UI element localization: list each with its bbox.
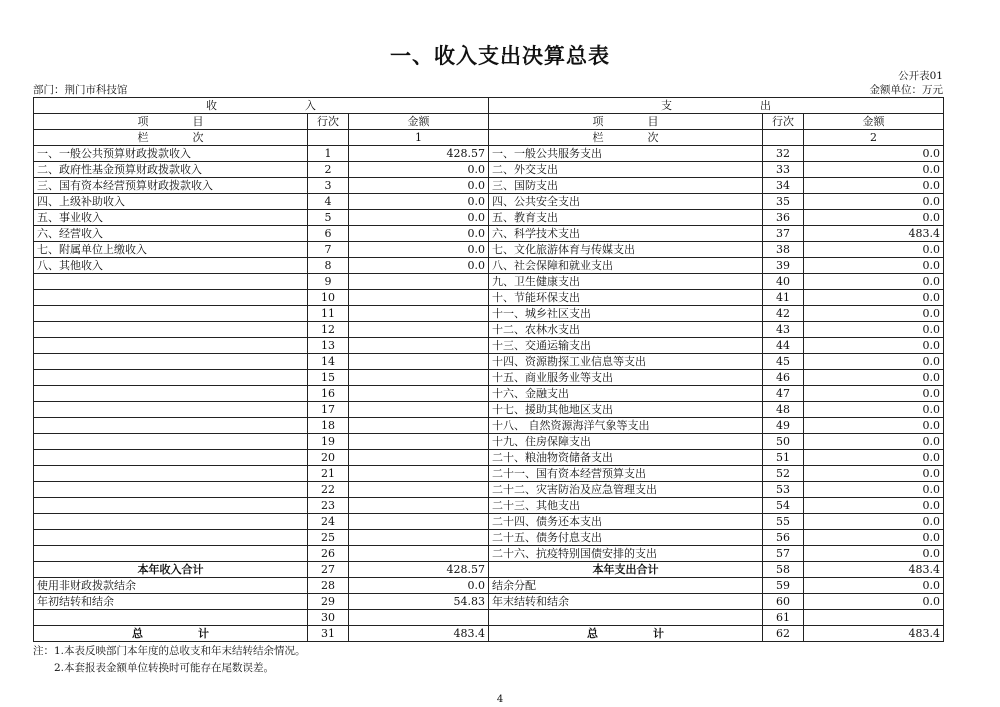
income-amount xyxy=(349,450,489,466)
table-row xyxy=(34,274,944,290)
income-amount xyxy=(349,370,489,386)
income-line-no: 12 xyxy=(308,322,349,338)
nonfiscal-amount: 0.0 xyxy=(349,578,489,594)
expense-line-no: 40 xyxy=(763,274,804,290)
expense-line-no: 51 xyxy=(763,450,804,466)
expense-amount: 0.0 xyxy=(804,210,944,226)
income-item xyxy=(34,274,308,290)
expense-line-no: 54 xyxy=(763,498,804,514)
table-row xyxy=(34,386,944,402)
expense-column-blank xyxy=(763,130,804,146)
table-row xyxy=(34,290,944,306)
expense-line-no: 34 xyxy=(763,178,804,194)
page-title: 一、收入支出决算总表 xyxy=(390,44,610,68)
income-amount: 0.0 xyxy=(349,210,489,226)
table-row xyxy=(34,434,944,450)
income-amount xyxy=(349,354,489,370)
income-lineno-header: 行次 xyxy=(308,114,349,130)
expense-column-label: 栏 次 xyxy=(489,130,763,146)
income-line-no: 15 xyxy=(308,370,349,386)
income-item xyxy=(34,402,308,418)
income-item xyxy=(34,370,308,386)
income-amount: 0.0 xyxy=(349,226,489,242)
expense-line-no: 44 xyxy=(763,338,804,354)
income-item: 四、上级补助收入 xyxy=(34,194,308,210)
table-row xyxy=(34,530,944,546)
expense-item: 七、文化旅游体育与传媒支出 xyxy=(489,242,763,258)
expense-item-header: 项 目 xyxy=(489,114,763,130)
income-item xyxy=(34,354,308,370)
income-column-number: 1 xyxy=(349,130,489,146)
expense-amount: 0.0 xyxy=(804,162,944,178)
income-line-no: 16 xyxy=(308,386,349,402)
income-line-no: 17 xyxy=(308,402,349,418)
expense-line-no: 35 xyxy=(763,194,804,210)
table-row xyxy=(34,450,944,466)
expense-line-no: 50 xyxy=(763,434,804,450)
expense-item: 二十、粮油物资储备支出 xyxy=(489,450,763,466)
income-line-no: 7 xyxy=(308,242,349,258)
income-amount xyxy=(349,498,489,514)
expense-column-number: 2 xyxy=(804,130,944,146)
table-row xyxy=(34,338,944,354)
income-item xyxy=(34,450,308,466)
income-item xyxy=(34,546,308,562)
blank-cell xyxy=(34,610,308,626)
income-item xyxy=(34,418,308,434)
expense-grand-total-no: 62 xyxy=(763,626,804,642)
income-amount xyxy=(349,386,489,402)
table-row-blank xyxy=(34,610,944,626)
expense-item: 五、教育支出 xyxy=(489,210,763,226)
expense-line-no: 43 xyxy=(763,322,804,338)
income-amount xyxy=(349,338,489,354)
income-line-no: 9 xyxy=(308,274,349,290)
income-line-no: 20 xyxy=(308,450,349,466)
income-item xyxy=(34,514,308,530)
income-line-no: 22 xyxy=(308,482,349,498)
table-row xyxy=(34,370,944,386)
table-row-grand-total xyxy=(34,626,944,642)
income-line-no: 1 xyxy=(308,146,349,162)
end-carryover-no: 60 xyxy=(763,594,804,610)
table-row xyxy=(34,162,944,178)
expense-line-no: 57 xyxy=(763,546,804,562)
income-amount xyxy=(349,418,489,434)
expense-item: 一、一般公共服务支出 xyxy=(489,146,763,162)
income-line-no: 6 xyxy=(308,226,349,242)
income-line-no: 4 xyxy=(308,194,349,210)
income-line-no: 24 xyxy=(308,514,349,530)
year-income-total-no: 27 xyxy=(308,562,349,578)
expense-line-no: 52 xyxy=(763,466,804,482)
end-carryover-amount: 0.0 xyxy=(804,594,944,610)
income-grand-total-amount: 483.4 xyxy=(349,626,489,642)
income-item xyxy=(34,530,308,546)
expense-amount: 0.0 xyxy=(804,482,944,498)
income-line-no: 3 xyxy=(308,178,349,194)
table-row xyxy=(34,178,944,194)
table-row xyxy=(34,210,944,226)
table-row-nonfiscal xyxy=(34,578,944,594)
year-expense-total-amount: 483.4 xyxy=(804,562,944,578)
income-line-no: 8 xyxy=(308,258,349,274)
income-amount xyxy=(349,306,489,322)
table-row xyxy=(34,226,944,242)
expense-item: 二十三、其他支出 xyxy=(489,498,763,514)
expense-amount: 0.0 xyxy=(804,418,944,434)
income-item xyxy=(34,386,308,402)
income-item: 六、经营收入 xyxy=(34,226,308,242)
blank-cell xyxy=(349,610,489,626)
income-item xyxy=(34,466,308,482)
income-item: 八、其他收入 xyxy=(34,258,308,274)
income-column-blank xyxy=(308,130,349,146)
note-line: 2.本套报表金额单位转换时可能存在尾数误差。 xyxy=(33,662,275,674)
expense-line-no: 42 xyxy=(763,306,804,322)
year-expense-total-label: 本年支出合计 xyxy=(489,562,763,578)
income-line-no: 21 xyxy=(308,466,349,482)
income-item xyxy=(34,434,308,450)
table-row xyxy=(34,194,944,210)
income-item xyxy=(34,306,308,322)
income-item-header: 项 目 xyxy=(34,114,308,130)
expense-line-no: 55 xyxy=(763,514,804,530)
notes xyxy=(33,643,306,677)
expense-amount: 0.0 xyxy=(804,434,944,450)
expense-amount: 0.0 xyxy=(804,290,944,306)
expense-line-no: 39 xyxy=(763,258,804,274)
income-grand-total-no: 31 xyxy=(308,626,349,642)
income-expense-table xyxy=(33,97,944,642)
expense-item: 八、社会保障和就业支出 xyxy=(489,258,763,274)
income-amount: 0.0 xyxy=(349,194,489,210)
expense-item: 六、科学技术支出 xyxy=(489,226,763,242)
expense-line-no: 32 xyxy=(763,146,804,162)
expense-amount: 0.0 xyxy=(804,546,944,562)
expense-item: 十六、金融支出 xyxy=(489,386,763,402)
table-row xyxy=(34,258,944,274)
table-row-year-total xyxy=(34,562,944,578)
expense-amount: 483.4 xyxy=(804,226,944,242)
expense-line-no: 36 xyxy=(763,210,804,226)
income-amount: 428.57 xyxy=(349,146,489,162)
table-row xyxy=(34,418,944,434)
expense-item: 十二、农林水支出 xyxy=(489,322,763,338)
income-amount: 0.0 xyxy=(349,178,489,194)
page-number: 4 xyxy=(496,694,504,705)
expense-amount: 0.0 xyxy=(804,178,944,194)
income-amount xyxy=(349,530,489,546)
year-income-total-amount: 428.57 xyxy=(349,562,489,578)
expense-line-no: 46 xyxy=(763,370,804,386)
income-line-no: 2 xyxy=(308,162,349,178)
income-amount xyxy=(349,482,489,498)
income-item xyxy=(34,498,308,514)
expense-amount: 0.0 xyxy=(804,386,944,402)
income-amount: 0.0 xyxy=(349,242,489,258)
income-item: 二、政府性基金预算财政拨款收入 xyxy=(34,162,308,178)
income-amount xyxy=(349,546,489,562)
table-row xyxy=(34,146,944,162)
table-row xyxy=(34,514,944,530)
expense-item: 十五、商业服务业等支出 xyxy=(489,370,763,386)
blank-income-no: 30 xyxy=(308,610,349,626)
income-line-no: 13 xyxy=(308,338,349,354)
income-amount xyxy=(349,402,489,418)
table-row-carryover xyxy=(34,594,944,610)
expense-amount: 0.0 xyxy=(804,498,944,514)
blank-cell xyxy=(489,610,763,626)
expense-item: 二十五、债务付息支出 xyxy=(489,530,763,546)
expense-item: 二、外交支出 xyxy=(489,162,763,178)
expense-item: 十、节能环保支出 xyxy=(489,290,763,306)
expense-amount: 0.0 xyxy=(804,194,944,210)
expense-line-no: 53 xyxy=(763,482,804,498)
income-item xyxy=(34,482,308,498)
income-item: 五、事业收入 xyxy=(34,210,308,226)
expense-amount: 0.0 xyxy=(804,242,944,258)
unit-label: 金额单位：万元 xyxy=(869,84,943,96)
income-amount xyxy=(349,434,489,450)
table-row xyxy=(34,466,944,482)
income-header: 收 入 xyxy=(34,98,489,114)
expense-amount: 0.0 xyxy=(804,146,944,162)
income-line-no: 26 xyxy=(308,546,349,562)
end-carryover-label: 年末结转和结余 xyxy=(489,594,763,610)
expense-amount: 0.0 xyxy=(804,354,944,370)
distribution-label: 结余分配 xyxy=(489,578,763,594)
begin-carryover-label: 年初结转和结余 xyxy=(34,594,308,610)
table-row xyxy=(34,546,944,562)
nonfiscal-no: 28 xyxy=(308,578,349,594)
note-line: 注：1.本表反映部门本年度的总收支和年末结转结余情况。 xyxy=(33,645,306,657)
expense-grand-total-label: 总 计 xyxy=(489,626,763,642)
expense-item: 二十六、抗疫特别国债安排的支出 xyxy=(489,546,763,562)
expense-line-no: 41 xyxy=(763,290,804,306)
expense-header: 支 出 xyxy=(489,98,944,114)
expense-line-no: 37 xyxy=(763,226,804,242)
income-grand-total-label: 总 计 xyxy=(34,626,308,642)
expense-amount: 0.0 xyxy=(804,258,944,274)
blank-cell xyxy=(804,610,944,626)
income-amount: 0.0 xyxy=(349,162,489,178)
expense-line-no: 47 xyxy=(763,386,804,402)
income-item xyxy=(34,338,308,354)
expense-item: 九、卫生健康支出 xyxy=(489,274,763,290)
income-item xyxy=(34,290,308,306)
expense-item: 二十一、国有资本经营预算支出 xyxy=(489,466,763,482)
expense-amount-header: 金额 xyxy=(804,114,944,130)
table-row xyxy=(34,482,944,498)
expense-amount: 0.0 xyxy=(804,530,944,546)
income-amount xyxy=(349,466,489,482)
income-line-no: 23 xyxy=(308,498,349,514)
form-number: 公开表01 xyxy=(898,70,943,82)
expense-amount: 0.0 xyxy=(804,514,944,530)
expense-item: 二十四、债务还本支出 xyxy=(489,514,763,530)
income-amount xyxy=(349,322,489,338)
expense-amount: 0.0 xyxy=(804,274,944,290)
expense-line-no: 49 xyxy=(763,418,804,434)
table-row xyxy=(34,402,944,418)
income-amount xyxy=(349,274,489,290)
expense-amount: 0.0 xyxy=(804,322,944,338)
expense-item: 十七、援助其他地区支出 xyxy=(489,402,763,418)
table-row xyxy=(34,354,944,370)
expense-amount: 0.0 xyxy=(804,306,944,322)
income-amount xyxy=(349,290,489,306)
expense-item: 十九、住房保障支出 xyxy=(489,434,763,450)
income-line-no: 10 xyxy=(308,290,349,306)
income-line-no: 14 xyxy=(308,354,349,370)
year-expense-total-no: 58 xyxy=(763,562,804,578)
nonfiscal-label: 使用非财政拨款结余 xyxy=(34,578,308,594)
income-column-label: 栏 次 xyxy=(34,130,308,146)
income-line-no: 18 xyxy=(308,418,349,434)
income-line-no: 25 xyxy=(308,530,349,546)
expense-amount: 0.0 xyxy=(804,370,944,386)
income-item: 一、一般公共预算财政拨款收入 xyxy=(34,146,308,162)
expense-lineno-header: 行次 xyxy=(763,114,804,130)
income-line-no: 5 xyxy=(308,210,349,226)
income-line-no: 11 xyxy=(308,306,349,322)
expense-line-no: 33 xyxy=(763,162,804,178)
expense-line-no: 45 xyxy=(763,354,804,370)
expense-line-no: 56 xyxy=(763,530,804,546)
department-label: 部门：荆门市科技馆 xyxy=(33,84,128,96)
distribution-amount: 0.0 xyxy=(804,578,944,594)
table-row xyxy=(34,242,944,258)
begin-carryover-no: 29 xyxy=(308,594,349,610)
blank-expense-no: 61 xyxy=(763,610,804,626)
expense-item: 十三、交通运输支出 xyxy=(489,338,763,354)
expense-line-no: 48 xyxy=(763,402,804,418)
income-amount xyxy=(349,514,489,530)
expense-amount: 0.0 xyxy=(804,338,944,354)
expense-item: 十四、资源勘探工业信息等支出 xyxy=(489,354,763,370)
income-line-no: 19 xyxy=(308,434,349,450)
expense-amount: 0.0 xyxy=(804,466,944,482)
expense-grand-total-amount: 483.4 xyxy=(804,626,944,642)
income-amount: 0.0 xyxy=(349,258,489,274)
begin-carryover-amount: 54.83 xyxy=(349,594,489,610)
expense-amount: 0.0 xyxy=(804,450,944,466)
income-amount-header: 金额 xyxy=(349,114,489,130)
distribution-no: 59 xyxy=(763,578,804,594)
expense-item: 十一、城乡社区支出 xyxy=(489,306,763,322)
expense-item: 四、公共安全支出 xyxy=(489,194,763,210)
table-row xyxy=(34,322,944,338)
year-income-total-label: 本年收入合计 xyxy=(34,562,308,578)
expense-amount: 0.0 xyxy=(804,402,944,418)
income-item: 七、附属单位上缴收入 xyxy=(34,242,308,258)
table-row xyxy=(34,306,944,322)
expense-item: 十八、 自然资源海洋气象等支出 xyxy=(489,418,763,434)
expense-item: 二十二、灾害防治及应急管理支出 xyxy=(489,482,763,498)
table-row xyxy=(34,498,944,514)
expense-item: 三、国防支出 xyxy=(489,178,763,194)
expense-line-no: 38 xyxy=(763,242,804,258)
income-item xyxy=(34,322,308,338)
income-item: 三、国有资本经营预算财政拨款收入 xyxy=(34,178,308,194)
